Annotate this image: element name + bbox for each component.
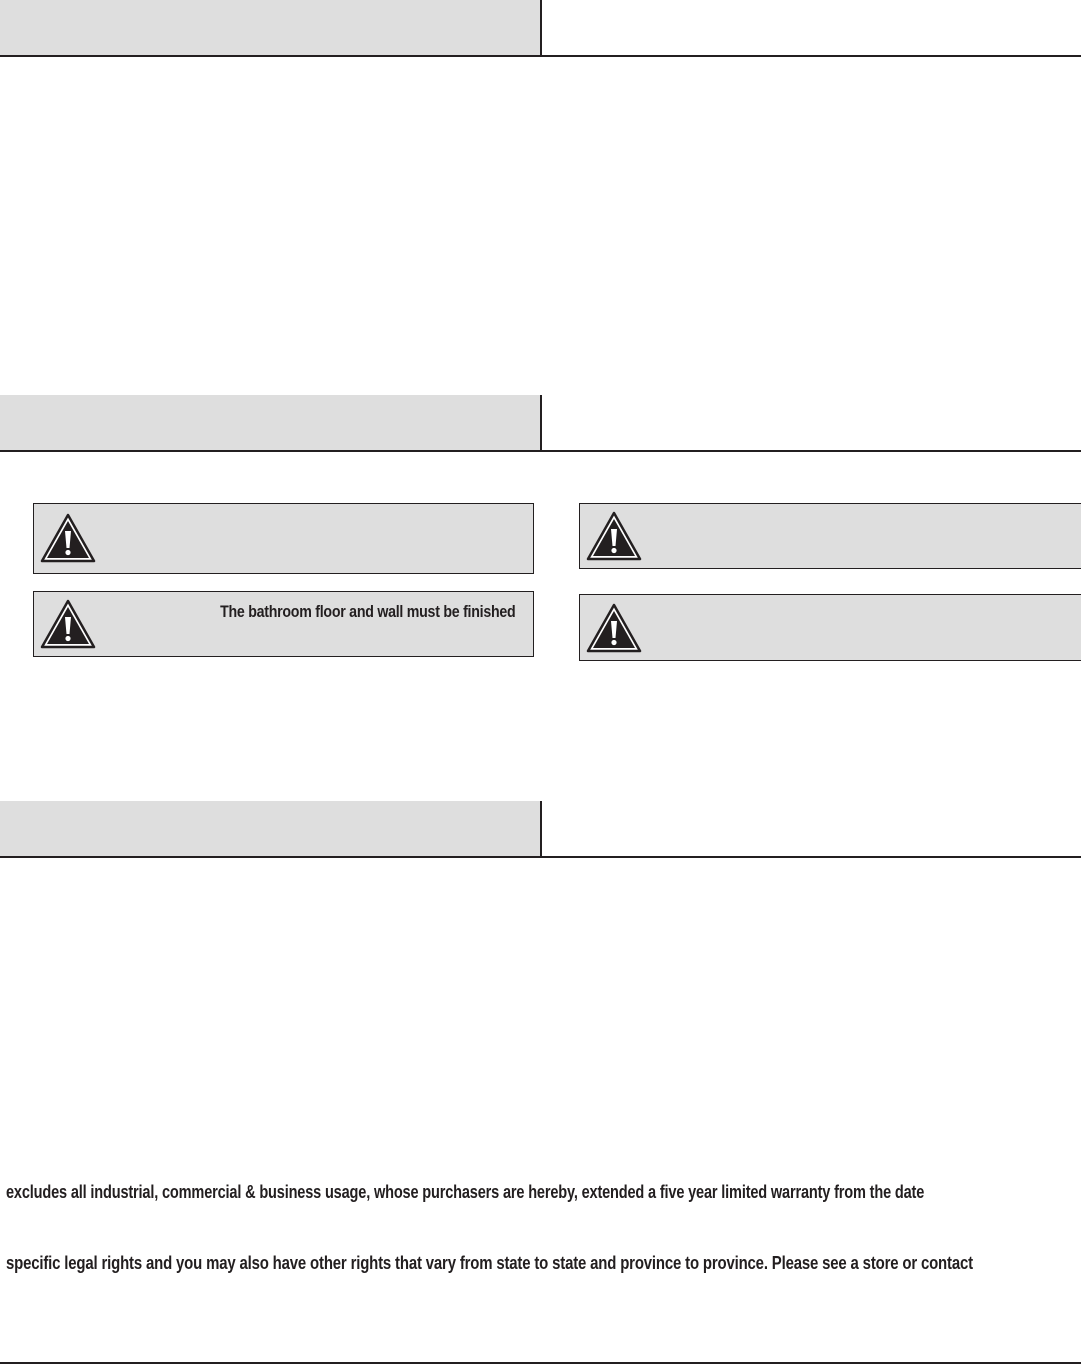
warning-triangle-icon: [585, 602, 643, 654]
section-header-3-rule: [0, 856, 1081, 858]
warning-triangle-icon: [585, 510, 643, 562]
warranty-line-1: excludes all industrial, commercial & business usage, whose purchasers are hereby, extended a five year limited warranty from the date: [6, 1182, 925, 1202]
section-header-1-divider: [540, 0, 542, 56]
section-header-2-fill: [0, 395, 540, 451]
section-header-1: [0, 0, 1081, 57]
warning-triangle-icon: [39, 598, 97, 650]
section-header-3: [0, 801, 1081, 858]
warning-text: The bathroom floor and wall must be finished: [219, 603, 515, 621]
section-header-1-fill: [0, 0, 540, 56]
section-header-2-rule: [0, 450, 1081, 452]
warning-box-bottom-left: [33, 591, 534, 657]
section-header-3-fill: [0, 801, 540, 857]
warning-box-top-left: [33, 503, 534, 574]
warning-box-bottom-right: [579, 594, 1081, 661]
section-header-3-divider: [540, 801, 542, 857]
section-header-2-divider: [540, 395, 542, 451]
section-header-2: [0, 395, 1081, 452]
warranty-line-2: specific legal rights and you may also have other rights that vary from state to state and province to province. Please see a store or contact: [6, 1253, 973, 1273]
section-header-1-rule: [0, 55, 1081, 57]
warning-triangle-icon: [39, 512, 97, 564]
warning-box-top-right: [579, 503, 1081, 569]
bottom-rule: [0, 1362, 1081, 1364]
